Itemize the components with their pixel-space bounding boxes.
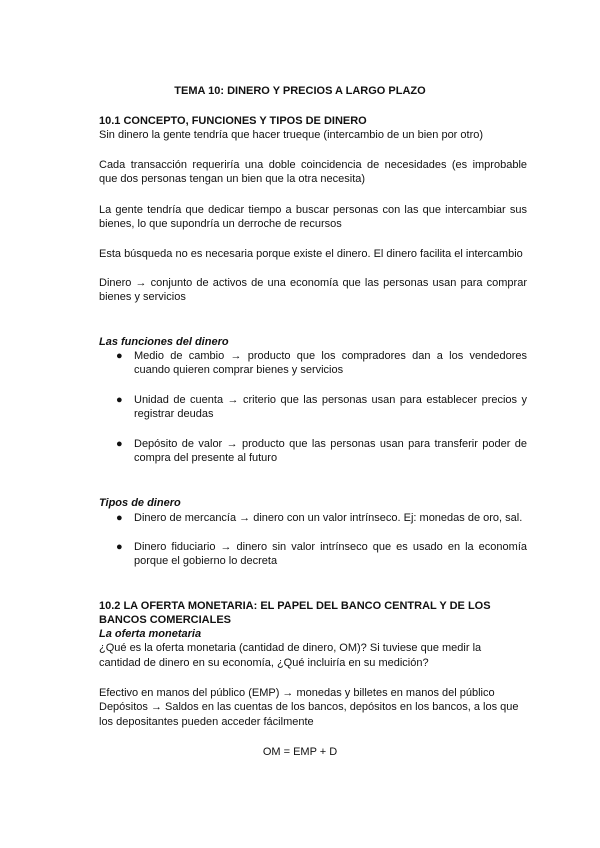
bullet-icon: ● (116, 512, 123, 524)
bullet-icon: ● (116, 350, 123, 362)
page-title: TEMA 10: DINERO Y PRECIOS A LARGO PLAZO (174, 85, 426, 97)
tipo-mercancia: Dinero de mercancía → dinero con un valor intrínseco. Ej: monedas de oro, sal. (134, 512, 523, 524)
paragraph-coincidencia-line-1: Cada transacción requeriría una doble coincidencia de necesidades (es improbable (99, 159, 527, 171)
bullet-icon: ● (116, 394, 123, 406)
bullet-icon: ● (116, 541, 123, 553)
section-2-heading-line-1: 10.2 LA OFERTA MONETARIA: EL PAPEL DEL BANCO CENTRAL Y DE LOS (99, 600, 491, 612)
efectivo-definicion: Efectivo en manos del público (EMP) → monedas y billetes en manos del público (99, 687, 495, 699)
paragraph-tiempo-line-2: bienes, lo que supondría un derroche de recursos (99, 218, 342, 230)
funcion-deposito-line-1: Depósito de valor → producto que las personas usan para transferir poder de (134, 438, 527, 450)
funcion-unidad-line-1: Unidad de cuenta → criterio que las personas usan para establecer precios y (134, 394, 527, 406)
funcion-medio-line-1: Medio de cambio → producto que los compradores dan a los vendedores (134, 350, 527, 362)
tipo-fiduciario-line-2: porque el gobierno lo decreta (134, 555, 278, 567)
tipos-heading: Tipos de dinero (99, 497, 181, 509)
section-2-heading-line-2: BANCOS COMERCIALES (99, 614, 232, 626)
funcion-medio-line-2: cuando quieren comprar bienes y servicios (134, 364, 344, 376)
funcion-unidad-line-2: registrar deudas (134, 408, 214, 420)
paragraph-busqueda: Esta búsqueda no es necesaria porque existe el dinero. El dinero facilita el intercambio (99, 248, 523, 260)
formula-om: OM = EMP + D (262, 746, 338, 758)
pregunta-line-1: ¿Qué es la oferta monetaria (cantidad de dinero, OM)? Si tuviese que medir la (99, 642, 482, 654)
section-1-heading: 10.1 CONCEPTO, FUNCIONES Y TIPOS DE DINERO (99, 115, 367, 127)
paragraph-definicion-line-2: bienes y servicios (99, 291, 186, 303)
funciones-heading: Las funciones del dinero (99, 336, 229, 348)
depositos-definicion-line-1: Depósitos → Saldos en las cuentas de los bancos, depósitos en los bancos, a los que (99, 701, 519, 713)
depositos-definicion-line-2: los depositantes pueden acceder fácilmente (99, 716, 314, 728)
paragraph-coincidencia-line-2: que dos personas tengan un bien que la otra necesita) (99, 173, 366, 185)
tipo-fiduciario-line-1: Dinero fiduciario → dinero sin valor intrínseco que es usado en la economía (134, 541, 527, 553)
pregunta-line-2: cantidad de dinero en su economía, ¿Qué incluiría en su medición? (99, 657, 429, 669)
bullet-icon: ● (116, 438, 123, 450)
paragraph-tiempo-line-1: La gente tendría que dedicar tiempo a buscar personas con las que intercambiar sus (99, 204, 527, 216)
paragraph-trueque: Sin dinero la gente tendría que hacer trueque (intercambio de un bien por otro) (99, 129, 484, 141)
oferta-monetaria-subheading: La oferta monetaria (99, 628, 202, 640)
paragraph-definicion-line-1: Dinero → conjunto de activos de una economía que las personas usan para comprar (99, 277, 527, 289)
funcion-deposito-line-2: compra del presente al futuro (134, 452, 278, 464)
